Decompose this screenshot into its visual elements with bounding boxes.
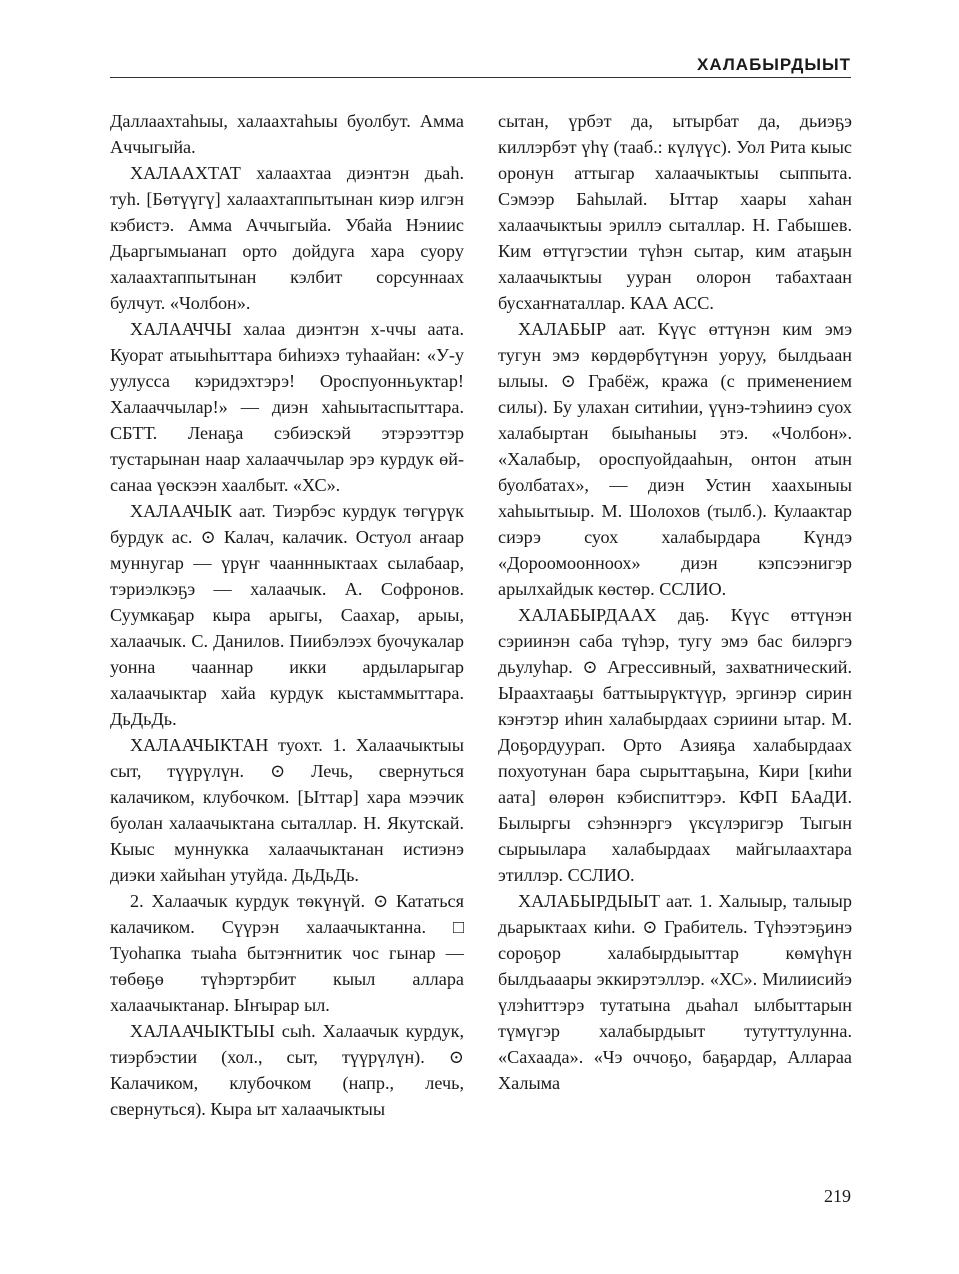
- dictionary-entry: ХАЛААЧЫКТЫЫ сыһ. Халаачык курдук, тиэрбэстии (хол., сыт, түүрүлүн). ⊙ Калачиком, клубочком (напр., лечь, свернуться). Кыра ыт халаачыктыы: [110, 1021, 464, 1119]
- dictionary-entry: ХАЛААЧЫКТАН туохт. 1. Халаачыктыы сыт, түүрүлүн. ⊙ Лечь, свернуться калачиком, клубочком. [Ыттар] хара мээчик буолан халаачыктана сыталлар. Н. Якутскай. Кыыс муннукка халаачыктанан истиэнэ диэки хайыһан утуйда. ДьДьДь.: [110, 735, 464, 885]
- left-column: [110, 108, 464, 1122]
- running-title: ХАЛАБЫРДЫЫТ: [697, 55, 851, 74]
- dictionary-entry: ХАЛАБЫРДЫЫТ аат. 1. Халыыр, талыыр дьарыктаах киһи. ⊙ Грабитель. Түһээтэҕинэ сороҕор халабырдыыттар көмүһүн былдьааары эккирэтэллэр. «ХС». Милиисийэ үлэһиттэрэ тутатына дьаһал ылбыттарын түмүгэр халабырдыыт тутуттулунна. «Сахаада». «Чэ оччоҕо, баҕардар, Аллараа Халыма: [498, 891, 852, 1093]
- dictionary-entry: ХАЛАБЫРДААХ даҕ. Күүс өттүнэн сэриинэн саба түһэр, тугу эмэ бас билэргэ дьулуһар. ⊙ Агрессивный, захватнический. Ыраахтааҕы баттыырүктүүр, эргинэр сирин кэҥэтэр иһин халабырдаах сэриини ытар. М. Доҕордуурап. Орто Азияҕа халабырдаах похуотунан бара сырыттаҕына, Кири [киһи аата] өлөрөн кэбиспиттэрэ. КФП БАаДИ. Былыргы сэһэннэргэ үксүлэригэр Тыгын сырыылара халабырдаах майгылаахтара этиллэр. ССЛИО.: [498, 605, 852, 885]
- dictionary-entry: ХАЛААЧЧЫ халаа диэнтэн х-ччы аата. Куорат атыыһыттара биһиэхэ туһаайан: «У-у уулусса кэридэхтэрэ! Ороспуонньуктар! Халааччылар!» — диэн хаһыытаспыттара. СБТТ. Ленаҕа сэбиэскэй этэрээттэр тустарынан наар халааччылар эрэ курдук өй-санаа үөскээн хаалбыт. «ХС».: [110, 319, 464, 495]
- dictionary-entry: ХАЛААЧЫК аат. Тиэрбэс курдук төгүрүк бурдук ас. ⊙ Калач, калачик. Остуол аҥаар муннугар — үрүҥ чааннныктаах сылабаар, тэриэлкэҕэ — халаачык. А. Софронов. Суумкаҕар кыра арыгы, Саахар, арыы, халаачык. С. Данилов. Пиибэлээх буочукалар уонна чааннар икки ардыларыгар халаачыктар хайа курдук кыстаммыттара. ДьДьДь.: [110, 501, 464, 729]
- dictionary-entry: 2. Халаачык курдук төкүнүй. ⊙ Кататься калачиком. Сүүрэн халаачыктанна. □ Туоһапка тыаһа бытэҥнитик чос гынар — төбөҕө түһэртэрбит кыыл аллара халаачыктанар. Ыҥырар ыл.: [110, 891, 464, 1015]
- paragraph: сытан, үрбэт да, ытырбат да, дьиэҕэ киллэрбэт үһү (тааб.: күлүүс). Уол Рита кыыс оронун аттыгар халаачыктыы сыппыта. Сэмээр Баһылай. Ыттар хаары хаһан халаачыктыы эриллэ сыталлар. Н. Габышев. Ким өттүгэстии түһэн сытар, ким атаҕын халаачыктыы ууран олорон табахтаан бусхаҥнаталлар. КАА АСС.: [498, 111, 852, 313]
- page-number: 219: [824, 1186, 851, 1206]
- paragraph: Даллаахтаһыы, халаахтаһыы буолбут. Амма Аччыгыйа.: [110, 111, 464, 157]
- dictionary-entry: ХАЛААХТАТ халаахтаа диэнтэн дьаһ. туһ. [Бөтүүгү] халаахтаппытынан киэр илгэн кэбистэ. Амма Аччыгыйа. Убайа Нэниис Дьаргымыанап орто дойдуга хара суорy халаахтаппытынан кэлбит сорсуннаах булчут. «Чолбон».: [110, 163, 464, 313]
- dictionary-entry: ХАЛАБЫР аат. Күүс өттүнэн ким эмэ тугун эмэ көрдөрбүтүнэн уоруу, былдьаан ылыы. ⊙ Грабёж, кража (с применением силы). Бу улахан ситиһии, үүнэ-тэһиинэ суох халабыртан быыһаныы этэ. «Чолбон». «Халабыр, ороспуойдааһын, онтон атын буолбатах», — диэн Устин хаахыныы хаһыытыыр. М. Шолохов (тылб.). Кулаактар сиэрэ суох халабырдара Күндэ «Дороомоонноох» диэн кэпсээнигэр арылхайдык көстөр. ССЛИО.: [498, 319, 852, 599]
- header-rule: [110, 77, 851, 78]
- right-column: [498, 108, 852, 1096]
